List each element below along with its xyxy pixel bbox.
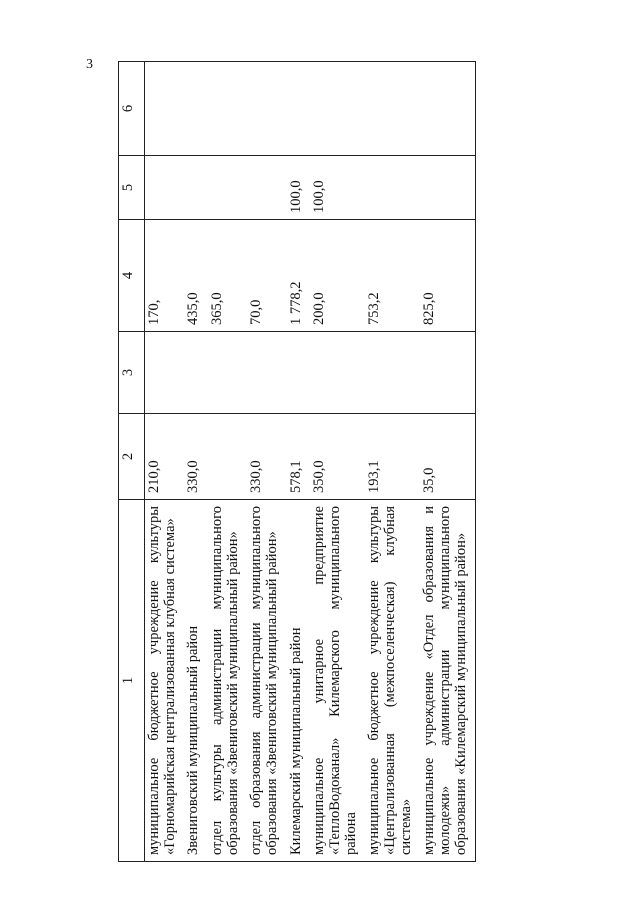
value-col5-cell — [420, 156, 475, 220]
value-col6-cell — [310, 62, 365, 156]
value-col6-cell — [365, 62, 420, 156]
value-col6-cell — [208, 62, 247, 156]
page-number: 3 — [86, 57, 93, 72]
org-name-cell: отдел культуры администрации муниципального образования «Звениговский муниципальный район» — [208, 500, 247, 862]
column-header: 1 — [119, 500, 145, 862]
value-col6-cell — [145, 62, 185, 156]
value-col5-cell — [145, 156, 185, 220]
value-col2-cell: 210,0 — [145, 414, 185, 500]
value-col4-cell: 1 778,2 — [287, 220, 311, 332]
org-name-cell: муниципальное бюджетное учреждение культуры «Горномарийская централизованная клубная система» — [145, 500, 185, 862]
org-name-cell: Звениговский муниципальный район — [184, 500, 208, 862]
rotated-table-sheet — [118, 62, 578, 862]
table-row — [287, 62, 311, 862]
value-col5-cell — [184, 156, 208, 220]
value-col3-cell — [365, 332, 420, 414]
column-header: 2 — [119, 414, 145, 500]
value-col3-cell — [208, 332, 247, 414]
value-col2-cell: 193,1 — [365, 414, 420, 500]
value-col5-cell: 100,0 — [310, 156, 365, 220]
value-col3-cell — [184, 332, 208, 414]
header-row — [119, 62, 145, 862]
value-col5-cell — [208, 156, 247, 220]
table-row — [184, 62, 208, 862]
value-col6-cell — [420, 62, 475, 156]
column-header: 4 — [119, 220, 145, 332]
value-col6-cell — [287, 62, 311, 156]
org-name-cell: отдел образования администрации муниципального образования «Звениговский муниципальный район» — [247, 500, 286, 862]
value-col4-cell: 70,0 — [247, 220, 286, 332]
value-col4-cell: 200,0 — [310, 220, 365, 332]
value-col4-cell: 435,0 — [184, 220, 208, 332]
value-col5-cell — [365, 156, 420, 220]
table-row — [420, 62, 475, 862]
table-row — [247, 62, 286, 862]
value-col3-cell — [287, 332, 311, 414]
value-col6-cell — [184, 62, 208, 156]
org-name-cell: муниципальное бюджетное учреждение культуры «Централизованная (межпоселенческая) клубная система» — [365, 500, 420, 862]
value-col3-cell — [145, 332, 185, 414]
value-col3-cell — [310, 332, 365, 414]
table-row — [365, 62, 420, 862]
value-col2-cell: 578,1 — [287, 414, 311, 500]
value-col3-cell — [247, 332, 286, 414]
value-col4-cell: 365,0 — [208, 220, 247, 332]
column-header: 5 — [119, 156, 145, 220]
org-name-cell: муниципальное учреждение «Отдел образования и молодежи» администрации муниципального образования «Килемарский муниципальный район» — [420, 500, 475, 862]
column-header: 3 — [119, 332, 145, 414]
value-col2-cell — [208, 414, 247, 500]
budget-table — [118, 61, 476, 862]
table-row — [208, 62, 247, 862]
value-col5-cell — [247, 156, 286, 220]
value-col5-cell: 100,0 — [287, 156, 311, 220]
org-name-cell: муниципальное унитарное предприятие «ТеплоВодоканал» Килемарского муниципального района — [310, 500, 365, 862]
value-col2-cell: 330,0 — [247, 414, 286, 500]
column-header: 6 — [119, 62, 145, 156]
value-col2-cell: 350,0 — [310, 414, 365, 500]
value-col6-cell — [247, 62, 286, 156]
table-row — [145, 62, 185, 862]
value-col2-cell: 330,0 — [184, 414, 208, 500]
value-col3-cell — [420, 332, 475, 414]
value-col4-cell: 170, — [145, 220, 185, 332]
table-row — [310, 62, 365, 862]
value-col4-cell: 753,2 — [365, 220, 420, 332]
value-col2-cell: 35,0 — [420, 414, 475, 500]
org-name-cell: Килемарский муниципальный район — [287, 500, 311, 862]
table-body — [145, 62, 476, 862]
value-col4-cell: 825,0 — [420, 220, 475, 332]
